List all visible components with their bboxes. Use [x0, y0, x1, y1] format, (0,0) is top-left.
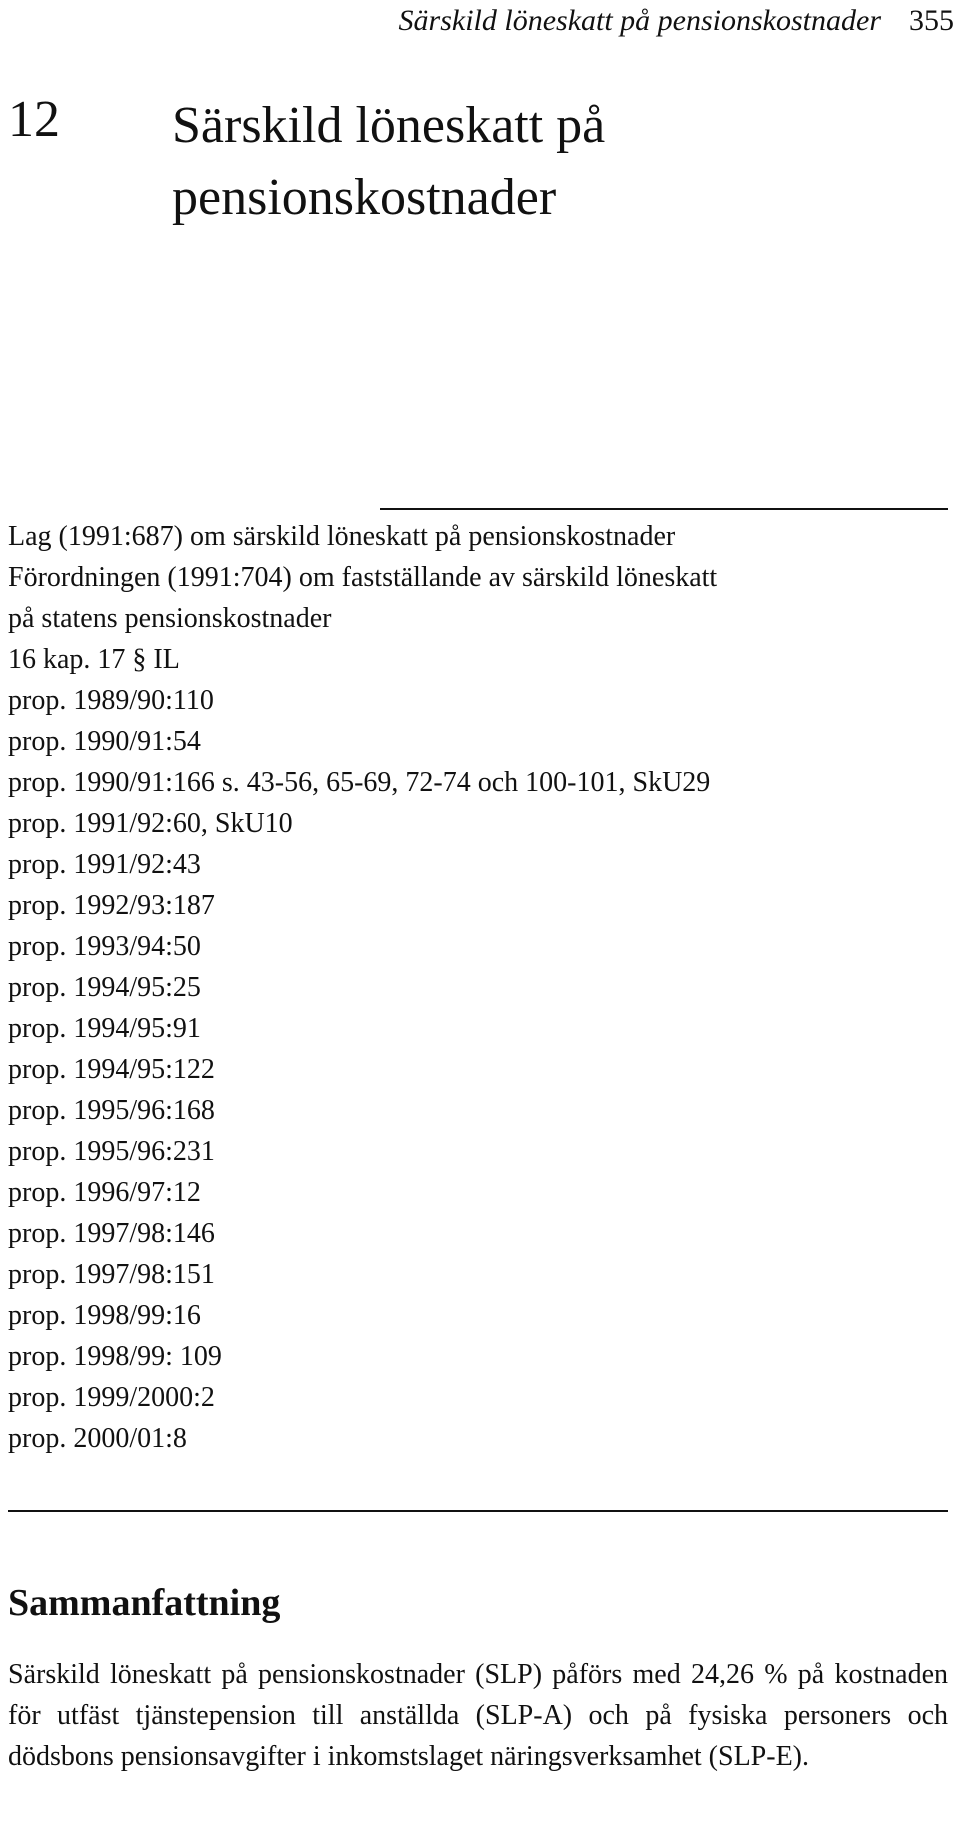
source-item: prop. 1990/91:54	[8, 726, 201, 757]
page-number: 355	[909, 4, 954, 37]
chapter-title	[172, 90, 932, 234]
source-item: prop. 1994/95:122	[8, 1054, 215, 1085]
source-item: prop. 1993/94:50	[8, 931, 201, 962]
source-item: prop. 1992/93:187	[8, 890, 215, 921]
source-item: prop. 1995/96:231	[8, 1136, 215, 1167]
source-item: prop. 1995/96:168	[8, 1095, 215, 1126]
chapter-title-line-2: pensionskostnader	[172, 169, 557, 226]
source-item: prop. 1998/99: 109	[8, 1341, 222, 1372]
source-item: prop. 1994/95:91	[8, 1013, 201, 1044]
running-header-title: Särskild löneskatt på pensionskostnader	[398, 4, 881, 37]
source-item: prop. 1997/98:146	[8, 1218, 215, 1249]
sources-top-rule	[380, 508, 948, 510]
source-item: prop. 1997/98:151	[8, 1259, 215, 1290]
source-item: prop. 1989/90:110	[8, 685, 214, 716]
sources-bottom-rule	[8, 1510, 948, 1512]
source-item: prop. 1996/97:12	[8, 1177, 201, 1208]
source-item: prop. 1994/95:25	[8, 972, 201, 1003]
running-header	[399, 0, 954, 42]
source-item: prop. 2000/01:8	[8, 1423, 187, 1454]
source-item: prop. 1999/2000:2	[8, 1382, 215, 1413]
summary-paragraph: Särskild löneskatt på pensionskostnader (SLP) påförs med 24,26 % på kostnaden för utfäst tjänstepension till anställda (SLP-A) och på fysiska personers och dödsbons pensionsavgifter i inkomstslaget näringsverksamhet (SLP-E).	[8, 1659, 948, 1772]
source-item: Lag (1991:687) om särskild löneskatt på pensionskostnader	[8, 521, 676, 552]
chapter-number: 12	[8, 91, 60, 148]
source-item: prop. 1990/91:166 s. 43-56, 65-69, 72-74 och 100-101, SkU29	[8, 767, 711, 798]
source-item: prop. 1998/99:16	[8, 1300, 201, 1331]
source-item: prop. 1991/92:43	[8, 849, 201, 880]
summary-heading: Sammanfattning	[8, 1582, 281, 1624]
source-item: prop. 1991/92:60, SkU10	[8, 808, 293, 839]
chapter-title-line-1: Särskild löneskatt på	[172, 97, 606, 154]
source-list	[8, 516, 948, 1459]
source-item: på statens pensionskostnader	[8, 603, 332, 634]
source-item: 16 kap. 17 § IL	[8, 644, 180, 675]
source-item: Förordningen (1991:704) om fastställande av särskild löneskatt	[8, 562, 718, 593]
